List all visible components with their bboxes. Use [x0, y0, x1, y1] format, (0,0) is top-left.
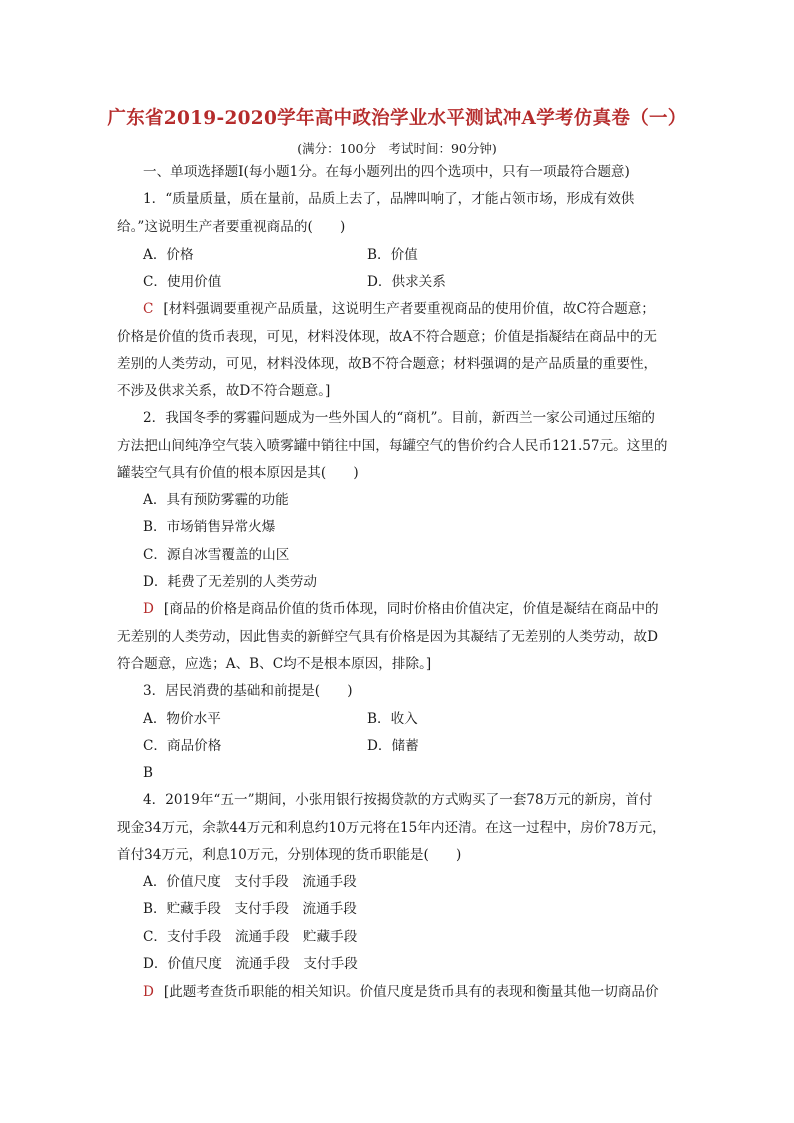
q1-explanation-text-1: [材料强调要重视产品质量，这说明生产者要重视商品的使用价值，故C符合题意； — [163, 301, 655, 317]
q3-option-b: B．收入 — [367, 711, 418, 727]
q4-explanation-line-1 — [143, 983, 659, 1001]
q2-explanation-line-2: 无差别的人类劳动，因此售卖的新鲜空气具有价格是因为其凝结了无差别的人类劳动，故D — [117, 629, 659, 645]
q4-option-d: D．价值尺度 流通手段 支付手段 — [143, 956, 358, 972]
q1-explanation-line-4: 不涉及供求关系，故D不符合题意。] — [117, 383, 331, 399]
q2-explanation-text-1: [商品的价格是商品价值的货币体现，同时价格由价值决定，价值是凝结在商品中的 — [163, 601, 659, 617]
q2-answer: D — [143, 601, 154, 617]
q4-explanation-text-1: [此题考查货币职能的相关知识。价值尺度是货币具有的表现和衡量其他一切商品价 — [163, 984, 659, 1000]
q1-option-d: D．供求关系 — [367, 274, 446, 290]
q4-option-a: A．价值尺度 支付手段 流通手段 — [143, 874, 357, 890]
q2-option-a: A．具有预防雾霾的功能 — [143, 492, 289, 508]
q4-stem-line-3: 首付34万元，利息10万元，分别体现的货币职能是( ) — [117, 847, 462, 863]
q4-option-c: C．支付手段 流通手段 贮藏手段 — [143, 929, 358, 945]
section-heading: 一、单项选择题Ⅰ(每小题1分。在每小题列出的四个选项中，只有一项最符合题意) — [143, 164, 630, 180]
q1-option-b: B．价值 — [367, 247, 418, 263]
q1-explanation-line-2: 价格是价值的货币表现，可见，材料没体现，故A不符合题意；价值是指凝结在商品中的无 — [117, 329, 657, 345]
q1-stem-line-2: 给。”这说明生产者要重视商品的( ) — [117, 219, 346, 235]
q2-option-d: D．耗费了无差别的人类劳动 — [143, 574, 318, 590]
q3-option-d: D．储蓄 — [367, 738, 419, 754]
q2-explanation-line-1 — [143, 600, 659, 618]
q4-stem-line-1: 4．2019年“五一”期间，小张用银行按揭贷款的方式购买了一套78万元的新房，首付 — [143, 792, 653, 808]
q2-stem-line-2: 方法把山间纯净空气装入喷雾罐中销往中国，每罐空气的售价约合人民币121.57元。这里的 — [117, 438, 668, 454]
q2-option-c: C．源自冰雪覆盖的山区 — [143, 547, 290, 563]
q1-explanation-line-3: 差别的人类劳动，可见，材料没体现，故B不符合题意；材料强调的是产品质量的重要性， — [117, 356, 658, 372]
q4-answer: D — [143, 984, 154, 1000]
q3-stem-line-1: 3．居民消费的基础和前提是( ) — [143, 683, 353, 699]
exam-info: (满分：100分 考试时间：90分钟) — [297, 141, 497, 156]
q2-stem-line-1: 2．我国冬季的雾霾问题成为一些外国人的“商机”。目前，新西兰一家公司通过压缩的 — [143, 410, 655, 426]
q1-answer: C — [143, 301, 154, 317]
q1-option-a: A．价格 — [143, 247, 194, 263]
q2-stem-line-3: 罐装空气具有价值的根本原因是其( ) — [117, 465, 359, 481]
q2-option-b: B．市场销售异常火爆 — [143, 519, 276, 535]
q2-explanation-line-3: 符合题意，应选；A、B、C均不是根本原因，排除。] — [117, 656, 432, 672]
q1-stem-line-1: 1．“质量质量，质在量前，品质上去了，品牌叫响了，才能占领市场，形成有效供 — [143, 191, 635, 207]
q3-option-a: A．物价水平 — [143, 711, 221, 727]
q4-option-b: B．贮藏手段 支付手段 流通手段 — [143, 901, 357, 917]
q3-option-c: C．商品价格 — [143, 738, 222, 754]
q3-answer: B — [143, 765, 153, 781]
q4-stem-line-2: 现金34万元，余款44万元和利息约10万元将在15年内还清。在这一过程中，房价78万元， — [117, 820, 666, 836]
page-title: 广东省2019-2020学年高中政治学业水平测试冲A学考仿真卷（一） — [107, 108, 687, 129]
q1-explanation-line-1 — [143, 300, 655, 318]
q1-option-c: C．使用价值 — [143, 274, 222, 290]
